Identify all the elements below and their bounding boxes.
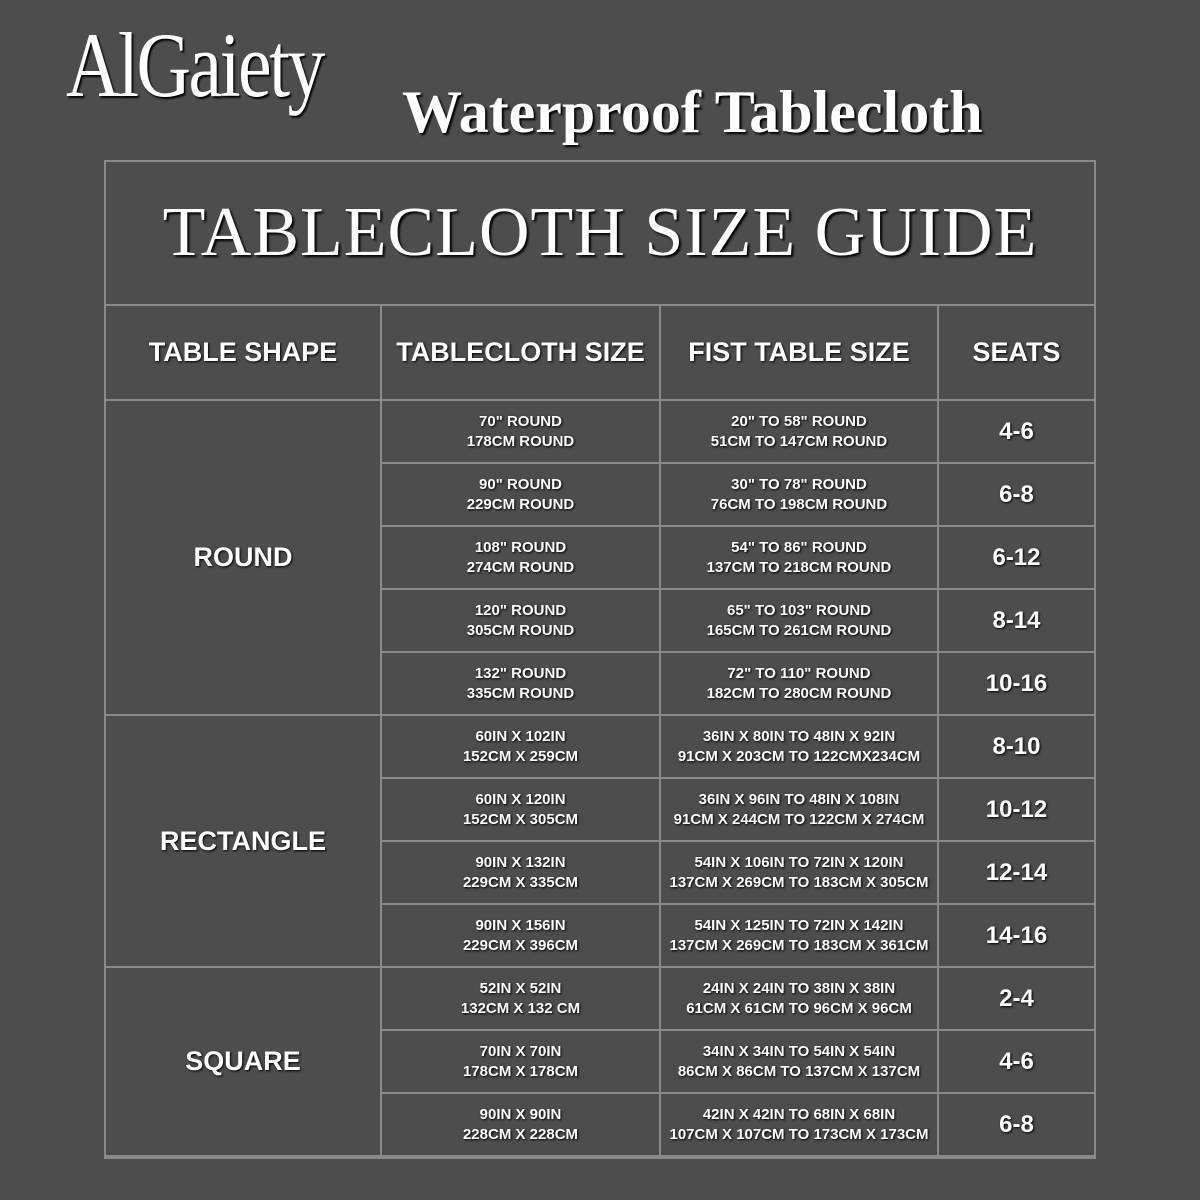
tablecloth-size-cell: [382, 590, 661, 653]
table-size-cell: [661, 779, 939, 842]
size-inches: 90IN X 156IN: [475, 916, 566, 934]
size-cm: 229CM ROUND: [466, 495, 575, 513]
seats-cell: 4-6: [939, 401, 1094, 464]
table-size-cell: [661, 590, 939, 653]
size-cm: 61CM X 61CM TO 96CM X 96CM: [686, 999, 912, 1017]
size-inches: 20" TO 58" ROUND: [731, 412, 867, 430]
table-size-cell: [661, 842, 939, 905]
seats-cell: 10-12: [939, 779, 1094, 842]
size-cm: 274CM ROUND: [466, 558, 575, 576]
size-inches: 54IN X 106IN TO 72IN X 120IN: [694, 853, 904, 871]
size-inches: 132" ROUND: [474, 664, 567, 682]
header-table-shape: TABLE SHAPE: [106, 306, 382, 401]
shape-cell-round: ROUND: [106, 401, 382, 716]
tablecloth-size-cell: [382, 527, 661, 590]
size-cm: 137CM X 269CM TO 183CM X 361CM: [669, 936, 929, 954]
tablecloth-size-cell: [382, 779, 661, 842]
table-size-cell: [661, 401, 939, 464]
seats-cell: 6-8: [939, 1094, 1094, 1157]
size-inches: 108" ROUND: [474, 538, 567, 556]
size-inches: 90IN X 90IN: [479, 1105, 562, 1123]
size-cm: 165CM TO 261CM ROUND: [706, 621, 892, 639]
brand-logo: AlGaiety: [66, 14, 323, 116]
tablecloth-size-cell: [382, 905, 661, 968]
shape-cell-rectangle: RECTANGLE: [106, 716, 382, 968]
size-cm: 137CM TO 218CM ROUND: [706, 558, 892, 576]
size-cm: 178CM ROUND: [466, 432, 575, 450]
tablecloth-size-cell: [382, 842, 661, 905]
seats-cell: 2-4: [939, 968, 1094, 1031]
size-cm: 229CM X 396CM: [462, 936, 579, 954]
size-inches: 42IN X 42IN TO 68IN X 68IN: [702, 1105, 896, 1123]
seats-cell: 4-6: [939, 1031, 1094, 1094]
size-inches: 36IN X 96IN TO 48IN X 108IN: [698, 790, 900, 808]
table-size-cell: [661, 1094, 939, 1157]
seats-cell: 10-16: [939, 653, 1094, 716]
size-inches: 90" ROUND: [479, 475, 562, 493]
size-cm: 51CM TO 147CM ROUND: [710, 432, 888, 450]
size-inches: 60IN X 102IN: [475, 727, 566, 745]
size-inches: 34IN X 34IN TO 54IN X 54IN: [702, 1042, 896, 1060]
seats-cell: 6-12: [939, 527, 1094, 590]
size-cm: 178CM X 178CM: [462, 1062, 579, 1080]
size-grid: [106, 306, 1094, 1157]
size-cm: 229CM X 335CM: [462, 873, 579, 891]
tablecloth-size-cell: [382, 464, 661, 527]
seats-cell: 8-14: [939, 590, 1094, 653]
table-size-cell: [661, 527, 939, 590]
size-guide-table: [104, 160, 1096, 1159]
size-cm: 91CM X 203CM TO 122CMX234CM: [677, 747, 921, 765]
header-table-size: FIST TABLE SIZE: [661, 306, 939, 401]
seats-cell: 12-14: [939, 842, 1094, 905]
table-size-cell: [661, 1031, 939, 1094]
tablecloth-size-cell: [382, 653, 661, 716]
size-inches: 52IN X 52IN: [479, 979, 562, 997]
size-inches: 24IN X 24IN TO 38IN X 38IN: [702, 979, 896, 997]
size-cm: 335CM ROUND: [466, 684, 575, 702]
size-cm: 152CM X 305CM: [462, 810, 579, 828]
tablecloth-size-cell: [382, 401, 661, 464]
header-tablecloth-size: TABLECLOTH SIZE: [382, 306, 661, 401]
seats-cell: 14-16: [939, 905, 1094, 968]
product-title: Waterproof Tablecloth: [402, 79, 983, 145]
header-seats: SEATS: [939, 306, 1094, 401]
seats-cell: 6-8: [939, 464, 1094, 527]
table-size-cell: [661, 653, 939, 716]
size-inches: 60IN X 120IN: [475, 790, 566, 808]
size-cm: 107CM X 107CM TO 173CM X 173CM: [669, 1125, 929, 1143]
tablecloth-size-cell: [382, 968, 661, 1031]
size-cm: 132CM X 132 CM: [460, 999, 581, 1017]
tablecloth-size-cell: [382, 716, 661, 779]
tablecloth-size-cell: [382, 1094, 661, 1157]
size-cm: 228CM X 228CM: [462, 1125, 579, 1143]
size-inches: 70IN X 70IN: [479, 1042, 562, 1060]
size-inches: 90IN X 132IN: [475, 853, 566, 871]
seats-cell: 8-10: [939, 716, 1094, 779]
size-inches: 30" TO 78" ROUND: [731, 475, 867, 493]
size-inches: 54" TO 86" ROUND: [731, 538, 867, 556]
size-cm: 91CM X 244CM TO 122CM X 274CM: [673, 810, 925, 828]
size-cm: 86CM X 86CM TO 137CM X 137CM: [677, 1062, 921, 1080]
table-size-cell: [661, 464, 939, 527]
size-inches: 54IN X 125IN TO 72IN X 142IN: [694, 916, 904, 934]
size-cm: 182CM TO 280CM ROUND: [706, 684, 892, 702]
shape-cell-square: SQUARE: [106, 968, 382, 1157]
size-cm: 137CM X 269CM TO 183CM X 305CM: [669, 873, 929, 891]
size-inches: 70" ROUND: [479, 412, 562, 430]
tablecloth-size-cell: [382, 1031, 661, 1094]
size-cm: 305CM ROUND: [466, 621, 575, 639]
size-inches: 72" TO 110" ROUND: [727, 664, 871, 682]
guide-title: TABLECLOTH SIZE GUIDE: [106, 162, 1094, 306]
size-cm: 76CM TO 198CM ROUND: [710, 495, 888, 513]
table-size-cell: [661, 968, 939, 1031]
table-size-cell: [661, 716, 939, 779]
size-cm: 152CM X 259CM: [462, 747, 579, 765]
table-size-cell: [661, 905, 939, 968]
size-inches: 36IN X 80IN TO 48IN X 92IN: [702, 727, 896, 745]
size-inches: 65" TO 103" ROUND: [727, 601, 871, 619]
size-inches: 120" ROUND: [474, 601, 567, 619]
